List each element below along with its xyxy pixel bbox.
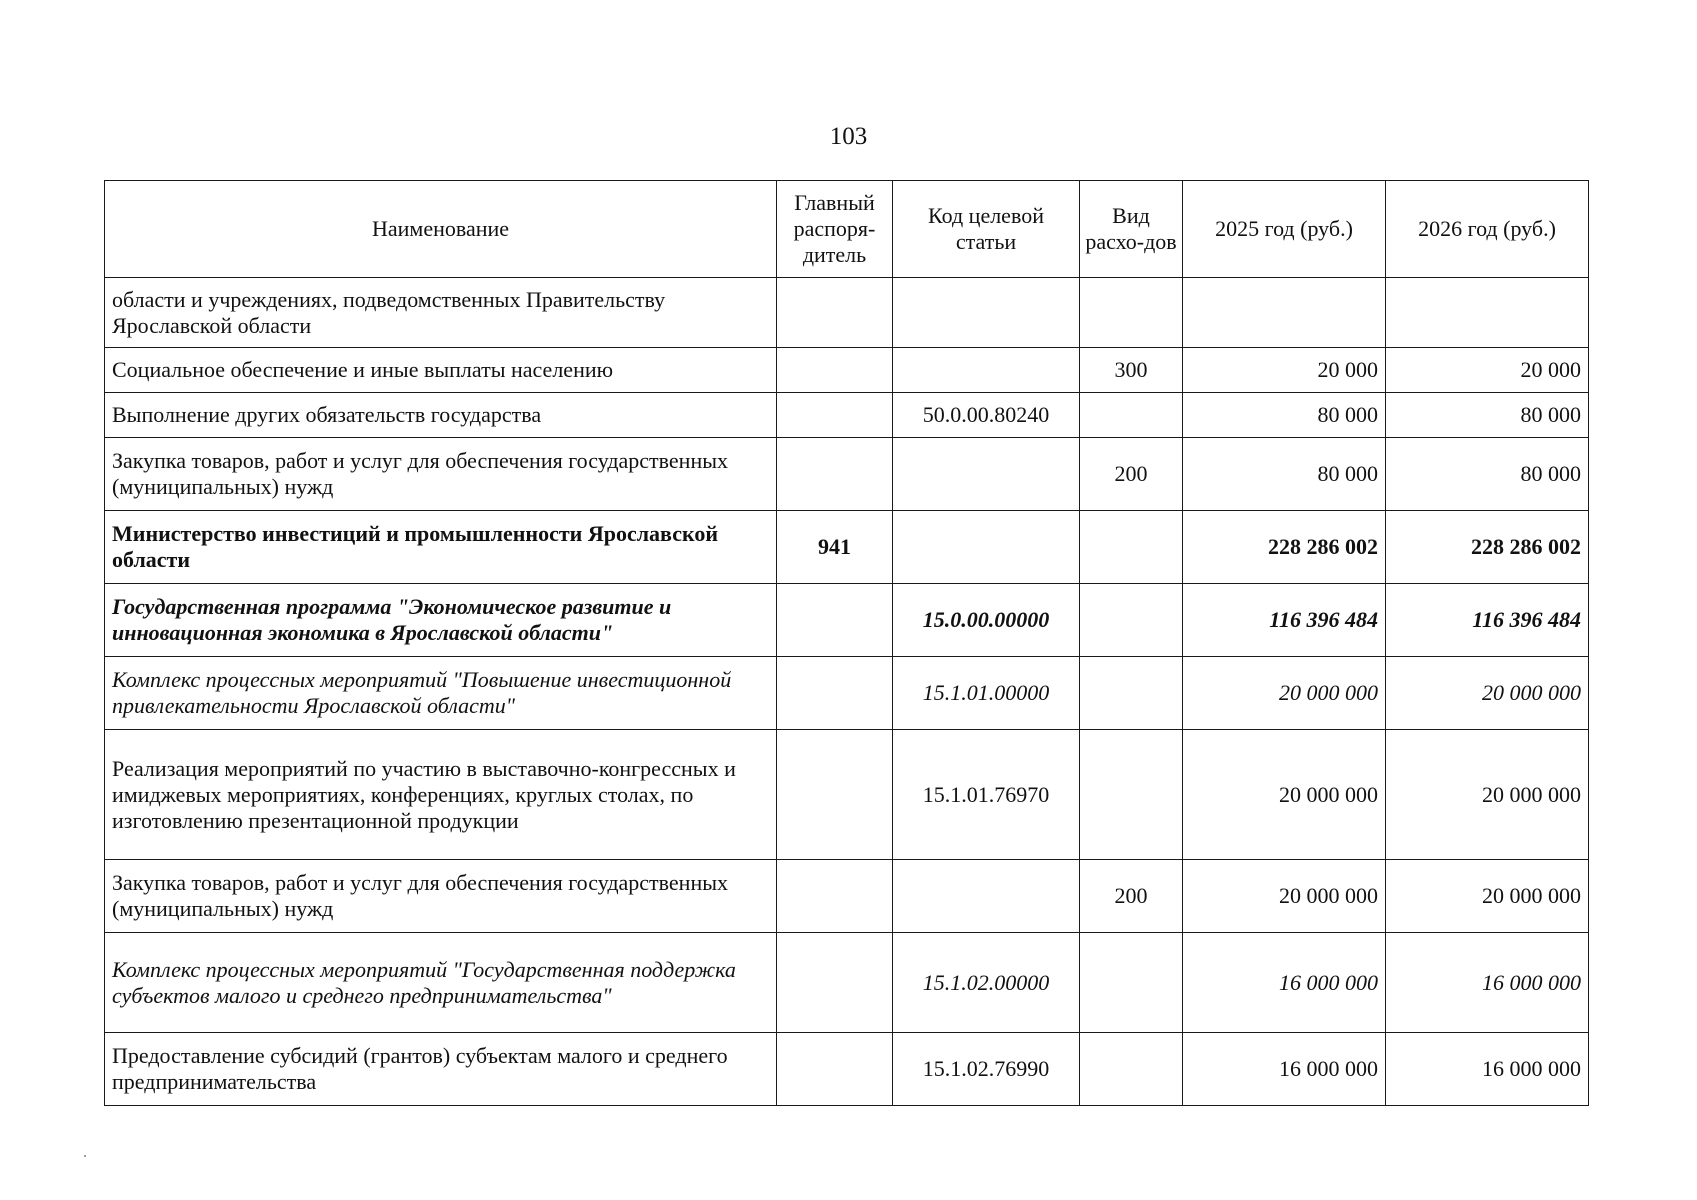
cell-name: Закупка товаров, работ и услуг для обеспечения государственных (муниципальных) нужд [105, 438, 777, 511]
cell-expense-type [1080, 511, 1183, 584]
table-row [105, 348, 1589, 393]
cell-code: 15.1.02.76990 [893, 1033, 1080, 1106]
cell-expense-type [1080, 1033, 1183, 1106]
page-number: 103 [829, 123, 868, 150]
cell-2025: 16 000 000 [1183, 1033, 1386, 1106]
cell-expense-type [1080, 584, 1183, 657]
cell-manager [777, 730, 893, 860]
cell-code [893, 278, 1080, 348]
cell-2025: 20 000 000 [1183, 657, 1386, 730]
cell-2026: 20 000 [1386, 348, 1589, 393]
cell-2025: 116 396 484 [1183, 584, 1386, 657]
cell-expense-type [1080, 657, 1183, 730]
table-row [105, 933, 1589, 1033]
cell-code [893, 860, 1080, 933]
table-row [105, 438, 1589, 511]
cell-name: Министерство инвестиций и промышленности Ярославской области [105, 511, 777, 584]
cell-code: 15.1.01.00000 [893, 657, 1080, 730]
cell-name: области и учреждениях, подведомственных Правительству Ярославской области [105, 278, 777, 348]
header-manager: Главный распоря-дитель [777, 181, 893, 278]
table-row [105, 730, 1589, 860]
table-row [105, 657, 1589, 730]
cell-2025: 80 000 [1183, 438, 1386, 511]
cell-manager [777, 584, 893, 657]
scan-speck [84, 1155, 86, 1157]
cell-manager: 941 [777, 511, 893, 584]
cell-manager [777, 657, 893, 730]
header-name: Наименование [105, 181, 777, 278]
cell-code: 15.1.01.76970 [893, 730, 1080, 860]
cell-name: Предоставление субсидий (грантов) субъектам малого и среднего предпринимательства [105, 1033, 777, 1106]
header-code: Код целевой статьи [893, 181, 1080, 278]
header-2025: 2025 год (руб.) [1183, 181, 1386, 278]
table-row [105, 584, 1589, 657]
cell-manager [777, 278, 893, 348]
cell-2025: 16 000 000 [1183, 933, 1386, 1033]
cell-2026: 116 396 484 [1386, 584, 1589, 657]
header-2026: 2026 год (руб.) [1386, 181, 1589, 278]
cell-code [893, 348, 1080, 393]
cell-manager [777, 860, 893, 933]
cell-manager [777, 1033, 893, 1106]
cell-2025: 228 286 002 [1183, 511, 1386, 584]
cell-2026: 16 000 000 [1386, 1033, 1589, 1106]
cell-manager [777, 933, 893, 1033]
cell-name: Государственная программа "Экономическое развитие и инновационная экономика в Ярославской области" [105, 584, 777, 657]
cell-2026: 80 000 [1386, 393, 1589, 438]
table-row [105, 511, 1589, 584]
cell-name: Выполнение других обязательств государства [105, 393, 777, 438]
table-body [105, 278, 1589, 1106]
cell-manager [777, 348, 893, 393]
table-row [105, 1033, 1589, 1106]
cell-expense-type: 300 [1080, 348, 1183, 393]
cell-code [893, 438, 1080, 511]
cell-2026: 20 000 000 [1386, 860, 1589, 933]
header-row [105, 181, 1589, 278]
cell-name: Социальное обеспечение и иные выплаты населению [105, 348, 777, 393]
cell-2026: 20 000 000 [1386, 730, 1589, 860]
cell-expense-type: 200 [1080, 860, 1183, 933]
cell-2025: 20 000 [1183, 348, 1386, 393]
cell-code [893, 511, 1080, 584]
cell-2025: 20 000 000 [1183, 730, 1386, 860]
cell-expense-type [1080, 278, 1183, 348]
cell-name: Комплекс процессных мероприятий "Повышение инвестиционной привлекательности Ярославской области" [105, 657, 777, 730]
cell-2026: 20 000 000 [1386, 657, 1589, 730]
cell-code: 50.0.00.80240 [893, 393, 1080, 438]
table-row [105, 860, 1589, 933]
cell-expense-type [1080, 730, 1183, 860]
cell-expense-type [1080, 393, 1183, 438]
cell-2026: 80 000 [1386, 438, 1589, 511]
cell-2026 [1386, 278, 1589, 348]
cell-2025 [1183, 278, 1386, 348]
cell-expense-type [1080, 933, 1183, 1033]
cell-expense-type: 200 [1080, 438, 1183, 511]
cell-name: Реализация мероприятий по участию в выставочно-конгрессных и имиджевых мероприятиях, конференциях, круглых столах, по изготовлению презентационной продукции [105, 730, 777, 860]
cell-2026: 16 000 000 [1386, 933, 1589, 1033]
table-header [105, 181, 1589, 278]
cell-manager [777, 393, 893, 438]
budget-table [104, 180, 1589, 1106]
table-row [105, 393, 1589, 438]
cell-code: 15.1.02.00000 [893, 933, 1080, 1033]
table-row [105, 278, 1589, 348]
header-expense-type: Вид расхо-дов [1080, 181, 1183, 278]
cell-name: Закупка товаров, работ и услуг для обеспечения государственных (муниципальных) нужд [105, 860, 777, 933]
cell-name: Комплекс процессных мероприятий "Государственная поддержка субъектов малого и среднего предпринимательства" [105, 933, 777, 1033]
cell-2025: 80 000 [1183, 393, 1386, 438]
cell-code: 15.0.00.00000 [893, 584, 1080, 657]
cell-manager [777, 438, 893, 511]
cell-2026: 228 286 002 [1386, 511, 1589, 584]
cell-2025: 20 000 000 [1183, 860, 1386, 933]
